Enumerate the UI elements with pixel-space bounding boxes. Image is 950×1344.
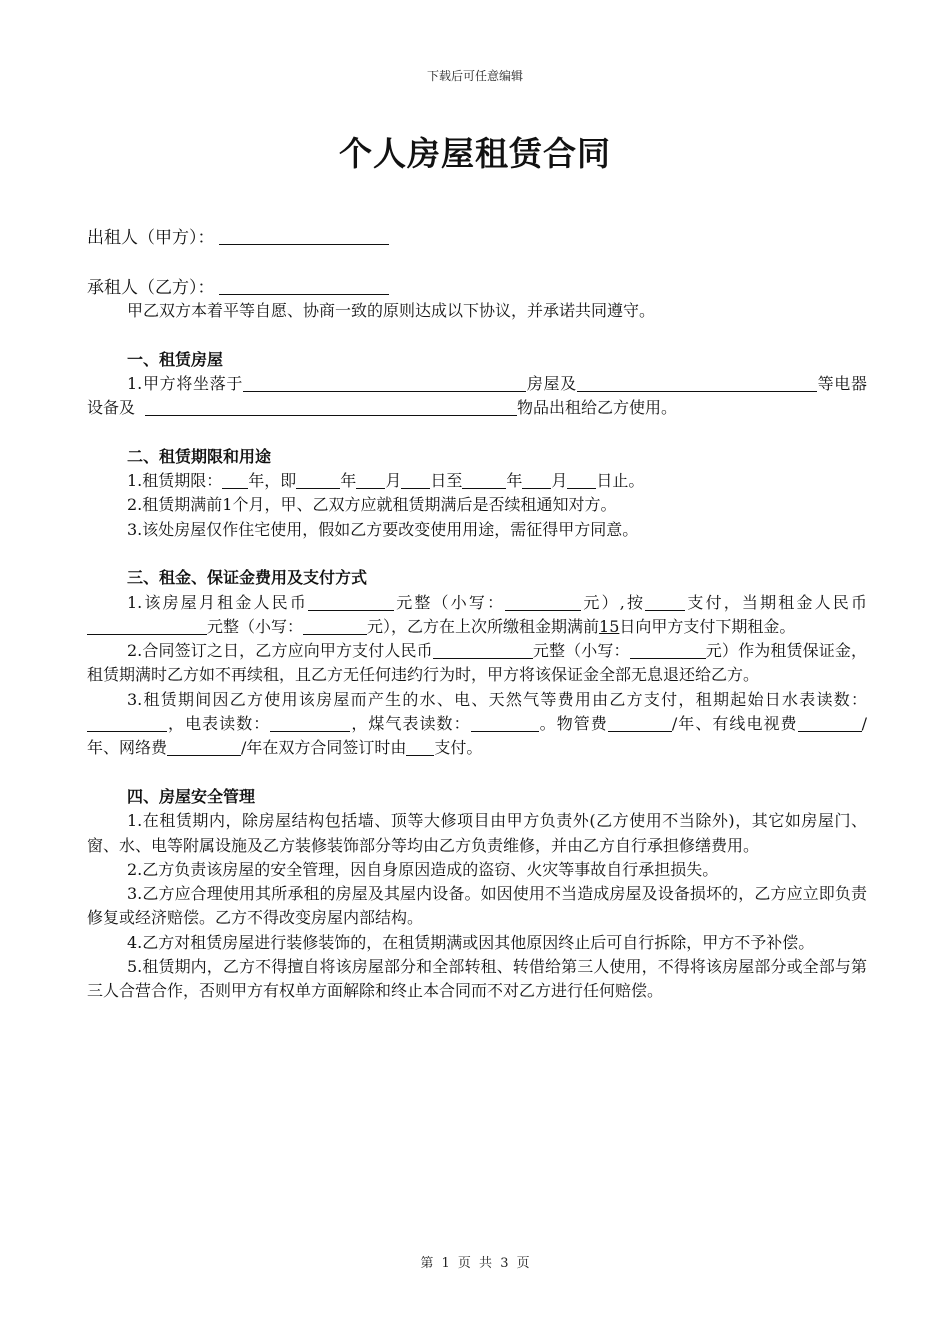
lessee-label: 承租人（乙方）： <box>87 278 215 298</box>
section-4-paragraph-3: 3.乙方应合理使用其所承租的房屋及其屋内设备。如因使用不当造成房屋及设备损坏的，乙方应立即负责修复或经济赔偿。乙方不得改变房屋内部结构。 <box>87 884 867 928</box>
section-2-paragraph-3: 3.该处房屋仅作住宅使用，假如乙方要改变使用用途，需征得甲方同意。 <box>127 519 639 539</box>
section-4-paragraph-1: 1.在租赁期内，除房屋结构包括墙、顶等大修项目由甲方负责外(乙方使用不当除外)，其它如房屋门、窗、水、电等附属设施及乙方装修装饰部分等均由乙方负责维修，并由乙方自行承担修缮费用。 <box>87 811 867 855</box>
lessee-blank[interactable] <box>219 276 389 295</box>
header-note: 下载后可任意编辑 <box>426 69 523 83</box>
lessor-line <box>87 226 389 250</box>
section-3-heading: 三、租金、保证金费用及支付方式 <box>127 568 368 588</box>
section-1-heading: 一、租赁房屋 <box>127 349 224 369</box>
section-2-heading: 二、租赁期限和用途 <box>127 446 272 466</box>
appliances-blank[interactable] <box>577 374 807 392</box>
section-2-paragraph-2: 2.租赁期满前1个月，甲、乙双方应就租赁期满后是否续租通知对方。 <box>127 495 617 515</box>
section-3-paragraph-2: 2.合同签订之日，乙方应向甲方支付人民币 元整（小写： 元）作为租赁保证金，租赁期满时乙方如不再续租，且乙方无任何违约行为时，甲方将该保证金全部无息退还给乙方。 <box>87 641 867 685</box>
address-blank[interactable] <box>243 374 526 392</box>
lessor-blank[interactable] <box>219 226 389 245</box>
items-blank[interactable] <box>145 398 517 416</box>
section-4-paragraph-4: 4.乙方对租赁房屋进行装修装饰的，在租赁期满或因其他原因终止后可自行拆除，甲方不予补偿。 <box>127 932 815 952</box>
section-3-paragraph-1: 1.该房屋月租金人民币 元整（小写： 元）,按 支付，当期租金人民币元整（小写： 元），乙方在上次所缴租金期满前15日向甲方支付下期租金。 <box>87 591 867 640</box>
contract-body <box>87 299 867 1004</box>
intro-paragraph: 甲乙双方本着平等自愿、协商一致的原则达成以下协议，并承诺共同遵守。 <box>127 301 656 320</box>
section-1-paragraph-1: 1.甲方将坐落于 房屋及 等电器设备及 物品出租给乙方使用。 <box>87 373 867 418</box>
lessee-line <box>87 276 389 300</box>
section-4-paragraph-2: 2.乙方负责该房屋的安全管理，因自身原因造成的盗窃、火灾等事故自行承担损失。 <box>127 859 719 879</box>
section-4-paragraph-5: 5.租赁期内，乙方不得擅自将该房屋部分和全部转租、转借给第三人使用，不得将该房屋部分或全部与第三人合营合作，否则甲方有权单方面解除和终止本合同而不对乙方进行任何赔偿。 <box>87 957 867 1001</box>
lessor-label: 出租人（甲方）： <box>87 228 215 248</box>
page-footer: 第 1 页 共 3 页 <box>420 1256 530 1271</box>
document-title: 个人房屋租赁合同 <box>339 134 611 173</box>
section-3-paragraph-3: 3.租赁期间因乙方使用该房屋而产生的水、电、天然气等费用由乙方支付，租期起始日水表读数：，电表读数： ，煤气表读数： 。物管费 /年、有线电视费 /年、网络费 /年在双方合同签订时由 支付。 <box>87 689 867 758</box>
section-4-heading: 四、房屋安全管理 <box>127 786 256 806</box>
section-2-paragraph-1: 1.租赁期限： 年，即 年 月 日至 年 月 日止。 <box>127 471 645 491</box>
